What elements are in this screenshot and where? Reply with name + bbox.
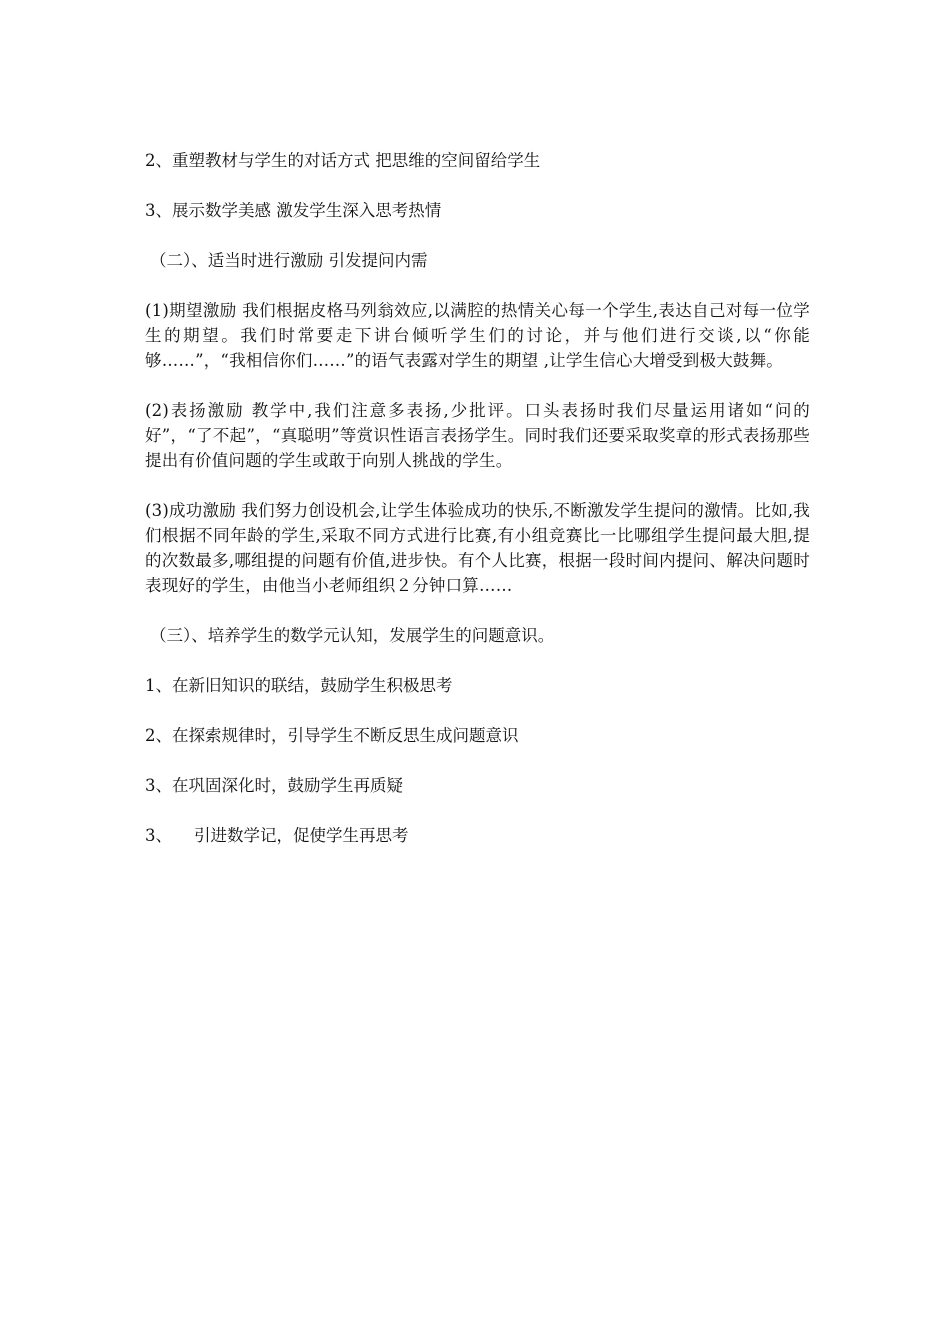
item-2-explore-rules: 2、在探索规律时，引导学生不断反思生成问题意识 bbox=[145, 726, 519, 745]
section-heading-3: （三）、培养学生的数学元认知，发展学生的问题意识。 bbox=[150, 626, 555, 645]
item-2-reshape-dialogue: 2、重塑教材与学生的对话方式 把思维的空间留给学生 bbox=[145, 151, 541, 170]
item-3-consolidate: 3、在巩固深化时，鼓励学生再质疑 bbox=[145, 776, 403, 795]
item-text: 引进数学记，促使学生再思考 bbox=[194, 826, 409, 845]
item-3-math-beauty: 3、展示数学美感 激发学生深入思考热情 bbox=[145, 201, 442, 220]
item-3-math-journal bbox=[145, 823, 810, 848]
paragraph-expectation-motivation: (1)期望激励 我们根据皮格马列翁效应,以满腔的热情关心每一个学生,表达自己对每一位学生的期望。我们时常要走下讲台倾听学生们的讨论，并与他们进行交谈,以“你能够……”，“我相信你们……”的语气表露对学生的期望 ,让学生信心大增受到极大鼓舞。 bbox=[145, 301, 810, 370]
paragraph-success-motivation: (3)成功激励 我们努力创设机会,让学生体验成功的快乐,不断激发学生提问的激情。比如,我们根据不同年龄的学生,采取不同方式进行比赛,有小组竞赛比一比哪组学生提问最大胆,提的次数最多,哪组提的问题有价值,进步快。有个人比赛，根据一段时间内提问、解决问题时表现好的学生，由他当小老师组织２分钟口算…… bbox=[145, 501, 810, 595]
item-1-old-new-knowledge: 1、在新旧知识的联结，鼓励学生积极思考 bbox=[145, 676, 453, 695]
document-body bbox=[145, 148, 810, 848]
paragraph-praise-motivation: (2)表扬激励 教学中,我们注意多表扬,少批评。口头表扬时我们尽量运用诸如“问的好”，“了不起”，“真聪明”等赏识性语言表扬学生。同时我们还要采取奖章的形式表扬那些提出有价值问题的学生或敢于向别人挑战的学生。 bbox=[145, 401, 810, 470]
item-number: 3、 bbox=[145, 826, 172, 845]
section-heading-2: （二）、适当时进行激励 引发提问内需 bbox=[150, 251, 428, 270]
